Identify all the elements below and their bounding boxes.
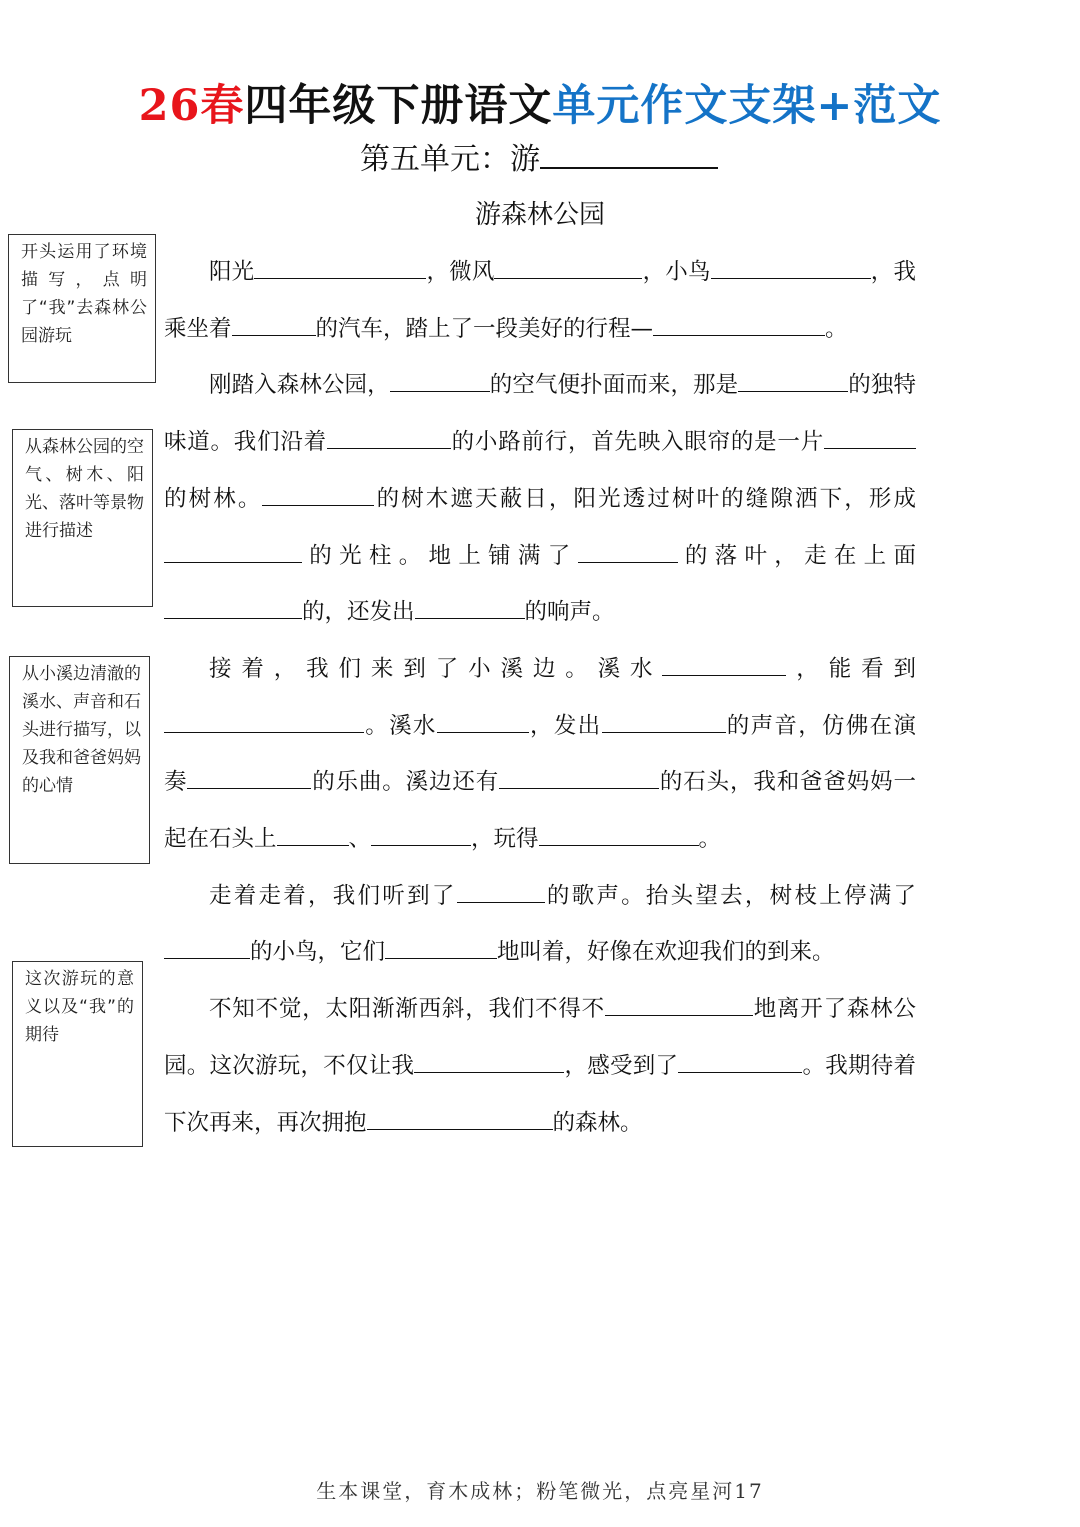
fill-blank[interactable] (164, 598, 302, 619)
essay-text: 。 (825, 315, 848, 342)
essay-text: 接着，我们来到了小溪边。溪水 (209, 655, 663, 682)
fill-blank[interactable] (711, 258, 871, 279)
page-footer: 生本课堂，育木成林；粉笔微光，点亮星河17 (316, 1479, 764, 1503)
fill-blank[interactable] (578, 542, 678, 563)
essay-text: 的汽车，踏上了一段美好的行程— (315, 315, 654, 342)
essay-text: 的森林。 (552, 1109, 643, 1136)
essay-text: ，微风 (426, 259, 495, 285)
essay-paragraph-5 (164, 981, 916, 1151)
fill-blank[interactable] (327, 428, 451, 449)
essay-text: 的声音，仿佛在演奏 (164, 712, 916, 796)
fill-blank[interactable] (367, 1109, 553, 1130)
essay-text: 的石头，我和爸爸妈妈一起在石头上 (164, 769, 916, 853)
essay-text: 的树林。 (164, 485, 263, 512)
essay-body (164, 244, 916, 1151)
essay-paragraph-2 (164, 357, 916, 641)
fill-blank[interactable] (605, 995, 753, 1016)
essay-text: 的独特味道。我们沿着 (164, 372, 916, 456)
page-title (0, 76, 1080, 136)
essay-text: ，小鸟 (642, 259, 711, 285)
fill-blank[interactable] (385, 938, 497, 959)
essay-text: 的空气便扑面而来，那是 (489, 372, 739, 399)
essay-text: ，发出 (528, 712, 602, 739)
fill-blank[interactable] (232, 315, 316, 336)
essay-text: ，我乘坐着 (164, 259, 916, 342)
title-black-part: 四年级下册语文 (244, 81, 553, 131)
unit-heading (360, 140, 718, 180)
essay-text: 的落叶，走在上面 (677, 542, 916, 569)
essay-text: 地离开了森林公园。这次游玩，不仅让我 (164, 996, 916, 1079)
title-red-part: 26春 (138, 81, 245, 131)
fill-blank[interactable] (277, 825, 349, 846)
fill-blank[interactable] (653, 315, 825, 336)
essay-text: 的小鸟，它们 (250, 939, 386, 966)
essay-text: 的树木遮天蔽日，阳光透过树叶的缝隙洒下，形成 (374, 485, 916, 512)
annotation-box-stream: 从小溪边清澈的溪水、声音和石头进行描写，以及我和爸爸妈妈的心情 (9, 656, 150, 864)
fill-blank[interactable] (457, 882, 545, 903)
essay-text: 刚踏入森林公园， (209, 372, 390, 399)
essay-text: 的小路前行，首先映入眼帘的是一片 (450, 429, 824, 456)
fill-blank[interactable] (437, 712, 529, 733)
essay-paragraph-1 (164, 244, 916, 357)
essay-text: 不知不觉，太阳渐渐西斜，我们不得不 (209, 996, 605, 1023)
essay-paragraph-4 (164, 868, 916, 981)
unit-heading-text: 第五单元：游 (360, 142, 540, 177)
essay-title: 游森林公园 (474, 200, 605, 230)
fill-blank[interactable] (602, 712, 726, 733)
fill-blank[interactable] (738, 371, 848, 392)
title-blue-part: 单元作文支架+范文 (552, 81, 942, 131)
essay-text: 的歌声。抬头望去，树枝上停满了 (544, 882, 916, 909)
essay-text: 走着走着，我们听到了 (209, 882, 457, 909)
fill-blank[interactable] (262, 485, 374, 506)
essay-text: ，感受到了 (564, 1052, 679, 1079)
fill-blank[interactable] (187, 768, 311, 789)
annotation-box-scenery: 从森林公园的空气、树木、阳光、落叶等景物进行描述 (12, 429, 153, 607)
fill-blank[interactable] (164, 712, 364, 733)
essay-text: 。溪水 (364, 712, 437, 739)
fill-blank[interactable] (164, 938, 250, 959)
essay-text: 的，还发出 (302, 599, 415, 626)
essay-text: 。我期待着下次再来，再次拥抱 (164, 1052, 916, 1136)
essay-text: 地叫着，好像在欢迎我们的到来。 (497, 939, 835, 966)
essay-text: 的光柱。地上铺满了 (302, 542, 578, 569)
fill-blank[interactable] (499, 768, 659, 789)
essay-paragraph-3 (164, 641, 916, 868)
fill-blank[interactable] (662, 655, 786, 676)
fill-blank[interactable] (678, 1052, 802, 1073)
essay-text: 。 (698, 826, 722, 853)
fill-blank[interactable] (371, 825, 471, 846)
unit-heading-blank[interactable] (540, 141, 718, 169)
fill-blank[interactable] (824, 428, 916, 449)
annotation-box-meaning: 这次游玩的意义以及“我”的期待 (12, 961, 143, 1147)
essay-text: 阳光 (209, 259, 255, 285)
essay-text: 的响声。 (524, 599, 615, 626)
essay-text: ，能看到 (786, 655, 916, 682)
fill-blank[interactable] (254, 258, 426, 279)
annotation-box-opening: 开头运用了环境描写，点明了“我”去森林公园游玩 (8, 234, 156, 383)
essay-text: 的乐曲。溪边还有 (311, 769, 500, 796)
fill-blank[interactable] (415, 598, 525, 619)
fill-blank[interactable] (539, 825, 699, 846)
fill-blank[interactable] (414, 1052, 564, 1073)
fill-blank[interactable] (390, 371, 490, 392)
essay-text: ，玩得 (471, 826, 539, 853)
essay-text: 、 (348, 826, 372, 853)
fill-blank[interactable] (164, 542, 302, 563)
fill-blank[interactable] (494, 258, 642, 279)
